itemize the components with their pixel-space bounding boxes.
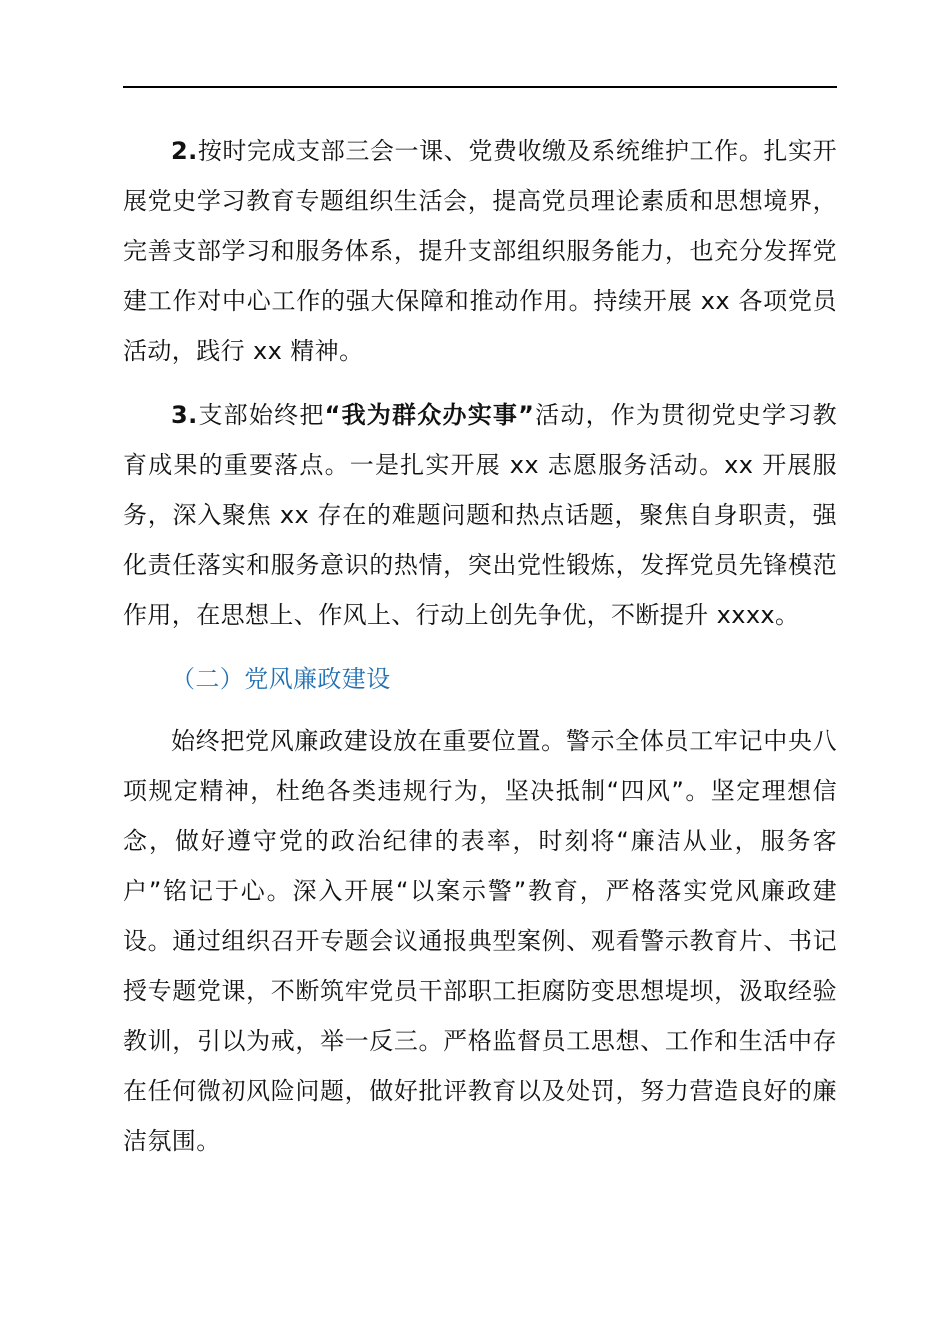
item-number: 3. [171, 401, 198, 429]
document-body [123, 126, 837, 1166]
header-rule [123, 86, 837, 88]
quoted-activity-name: “我为群众办实事” [324, 401, 535, 429]
paragraph-text: 按时完成支部三会一课、党费收缴及系统维护工作。扎实开展党史学习教育专题组织生活会，提高党员理论素质和思想境界，完善支部学习和服务体系，提升支部组织服务能力，也充分发挥党建工作对中心工作的强大保障和推动作用。持续开展 xx 各项党员活动，践行 xx 精神。 [123, 137, 837, 365]
paragraph-item-3 [123, 390, 837, 640]
paragraph-item-2 [123, 126, 837, 376]
section-heading: （二）党风廉政建设 [171, 665, 391, 693]
paragraph-text-before: 支部始终把 [197, 401, 325, 429]
paragraph-integrity: 始终把党风廉政建设放在重要位置。警示全体员工牢记中央八项规定精神，杜绝各类违规行为，坚决抵制“四风”。坚定理想信念，做好遵守党的政治纪律的表率，时刻将“廉洁从业，服务客户”铭记于心。深入开展“以案示警”教育，严格落实党风廉政建设。通过组织召开专题会议通报典型案例、观看警示教育片、书记授专题党课，不断筑牢党员干部职工拒腐防变思想堤坝，汲取经验教训，引以为戒，举一反三。严格监督员工思想、工作和生活中存在任何微初风险问题，做好批评教育以及处罚，努力营造良好的廉洁氛围。 [123, 727, 837, 1155]
item-number: 2. [171, 137, 198, 165]
paragraph-text-after: 活动，作为贯彻党史学习教育成果的重要落点。一是扎实开展 xx 志愿服务活动。xx 开展服务，深入聚焦 xx 存在的难题问题和热点话题，聚焦自身职责，强化责任落实和服务意识的热情，突出党性锻炼，发挥党员先锋模范作用，在思想上、作风上、行动上创先争优，不断提升 xxxx。 [123, 401, 837, 629]
